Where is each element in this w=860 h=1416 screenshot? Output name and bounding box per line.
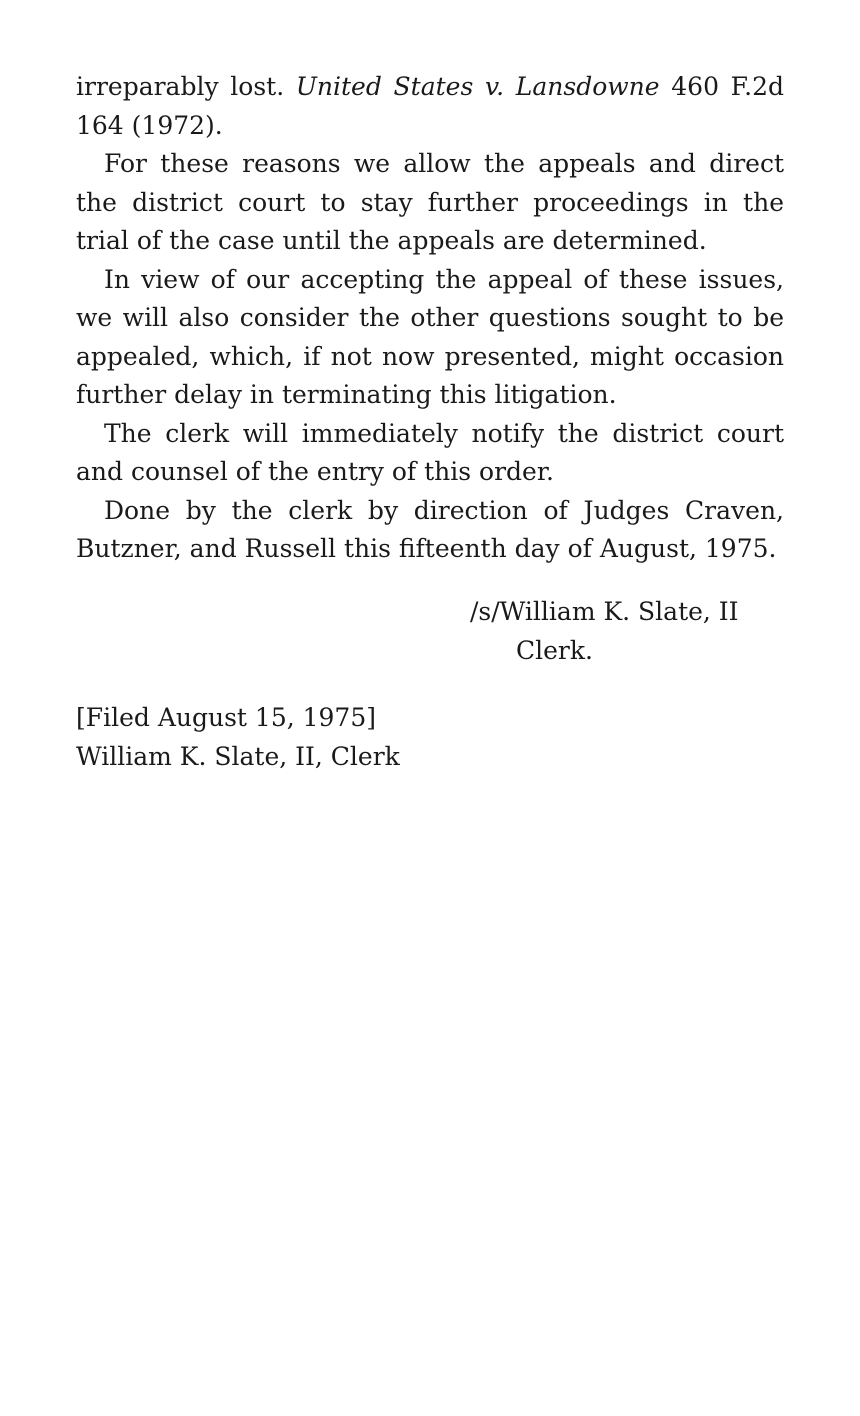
case-citation-reporter: 460 F.2d 164 (1972).	[76, 72, 784, 140]
filed-clerk: William K. Slate, II, Clerk	[76, 741, 400, 771]
document-body	[76, 68, 784, 569]
opening-paragraph	[76, 68, 784, 145]
signature-name: /s/William K. Slate, II	[470, 597, 739, 626]
paragraph-allow-appeals: For these reasons we allow the appeals and direct the district court to stay further proceedings in the trial of the case until the appeals are determined.	[76, 149, 784, 255]
opening-text: irreparably lost.	[76, 72, 296, 101]
case-citation-name: United States v. Lansdowne	[295, 72, 660, 101]
paragraph-clerk-notify: The clerk will immediately notify the district court and counsel of the entry of this order.	[76, 418, 784, 486]
signature-title: Clerk.	[516, 635, 593, 665]
paragraph-done-by-clerk: Done by the clerk by direction of Judges Craven, Butzner, and Russell this fifteenth day of August, 1975.	[76, 495, 784, 563]
paragraph-other-questions: In view of our accepting the appeal of these issues, we will also consider the other questions sought to be appealed, which, if not now presented, might occasion further delay in terminating this litigation.	[76, 264, 784, 409]
filed-date: [Filed August 15, 1975]	[76, 703, 376, 732]
signature-block	[470, 593, 739, 670]
filed-stamp	[76, 699, 400, 776]
